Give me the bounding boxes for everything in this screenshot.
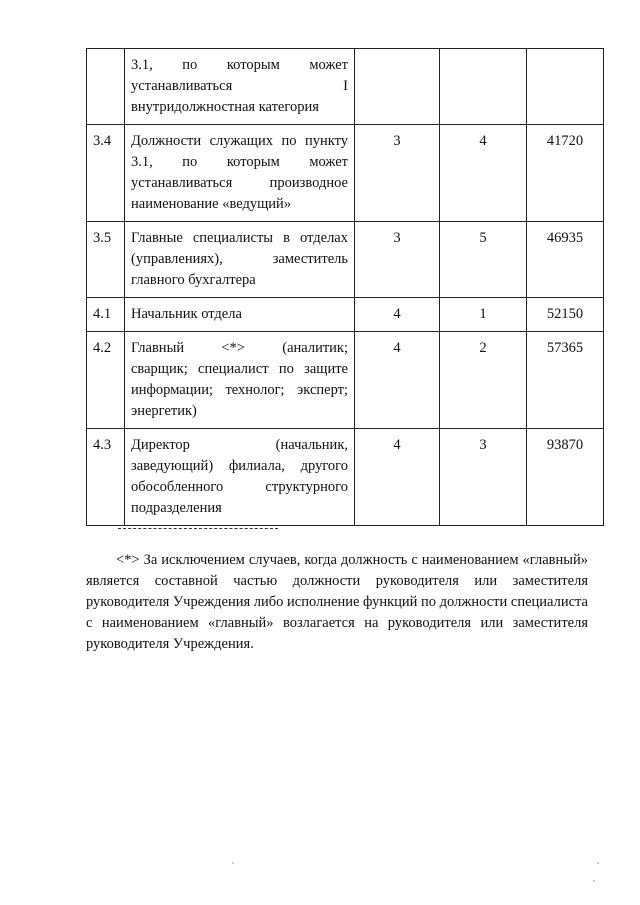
position-name bbox=[125, 298, 355, 332]
position-name-line: (управлениях), заместитель bbox=[131, 251, 348, 267]
value-cell-c: 52150 bbox=[527, 298, 604, 332]
position-name-line: устанавливаться производное bbox=[131, 175, 348, 191]
positions-table bbox=[86, 48, 604, 526]
position-name bbox=[125, 222, 355, 298]
table-row bbox=[87, 298, 604, 332]
position-name-line: главного бухгалтера bbox=[131, 272, 256, 288]
value-cell-a: 3 bbox=[355, 222, 440, 298]
scan-speck bbox=[597, 862, 599, 864]
position-name-line: энергетик) bbox=[131, 403, 197, 419]
scan-speck bbox=[593, 880, 595, 882]
position-name bbox=[125, 125, 355, 222]
value-cell-a: 4 bbox=[355, 332, 440, 429]
position-name-line: подразделения bbox=[131, 500, 222, 516]
row-number: 4.1 bbox=[87, 298, 125, 332]
value-cell-b: 3 bbox=[440, 429, 527, 526]
table-row bbox=[87, 332, 604, 429]
position-name-line: Главные специалисты в отделах bbox=[131, 230, 348, 246]
position-name-line: информации; технолог; эксперт; bbox=[131, 382, 348, 398]
position-name-line: заведующий) филиала, другого bbox=[131, 458, 348, 474]
value-cell-a: 4 bbox=[355, 298, 440, 332]
table-row bbox=[87, 429, 604, 526]
value-cell-c: 57365 bbox=[527, 332, 604, 429]
row-number: 4.2 bbox=[87, 332, 125, 429]
row-number: 4.3 bbox=[87, 429, 125, 526]
row-number: 3.5 bbox=[87, 222, 125, 298]
value-cell-c bbox=[527, 49, 604, 125]
position-name-line: 3.1, по которым может bbox=[131, 57, 348, 73]
table-body bbox=[87, 49, 604, 526]
scan-speck bbox=[232, 862, 234, 864]
table-row bbox=[87, 125, 604, 222]
table-row bbox=[87, 49, 604, 125]
row-number: 3.4 bbox=[87, 125, 125, 222]
position-name-line: сварщик; специалист по защите bbox=[131, 361, 348, 377]
value-cell-b bbox=[440, 49, 527, 125]
position-name-line: Должности служащих по пункту bbox=[131, 133, 348, 149]
position-name bbox=[125, 49, 355, 125]
position-name bbox=[125, 332, 355, 429]
value-cell-a bbox=[355, 49, 440, 125]
value-cell-c: 46935 bbox=[527, 222, 604, 298]
value-cell-b: 5 bbox=[440, 222, 527, 298]
footnote-separator bbox=[118, 528, 278, 529]
position-name-line: наименование «ведущий» bbox=[131, 196, 292, 212]
value-cell-c: 41720 bbox=[527, 125, 604, 222]
position-name-line: внутридолжностная категория bbox=[131, 99, 319, 115]
value-cell-a: 4 bbox=[355, 429, 440, 526]
value-cell-b: 1 bbox=[440, 298, 527, 332]
value-cell-b: 2 bbox=[440, 332, 527, 429]
position-name-line: Начальник отдела bbox=[131, 306, 242, 322]
position-name-line: обособленного структурного bbox=[131, 479, 348, 495]
value-cell-c: 93870 bbox=[527, 429, 604, 526]
position-name-line: Главный <*> (аналитик; bbox=[131, 340, 348, 356]
position-name bbox=[125, 429, 355, 526]
value-cell-a: 3 bbox=[355, 125, 440, 222]
table-row bbox=[87, 222, 604, 298]
position-name-line: Директор (начальник, bbox=[131, 437, 348, 453]
value-cell-b: 4 bbox=[440, 125, 527, 222]
position-name-line: 3.1, по которым может bbox=[131, 154, 348, 170]
footnote-text: <*> За исключением случаев, когда должность с наименованием «главный» является составной частью должности руководителя или заместителя руководителя Учреждения либо исполнение функций по должности специалиста с наименованием «главный» возлагается на руководителя или заместителя руководителя Учреждения. bbox=[86, 552, 588, 652]
row-number bbox=[87, 49, 125, 125]
position-name-line: устанавливаться I bbox=[131, 78, 348, 94]
